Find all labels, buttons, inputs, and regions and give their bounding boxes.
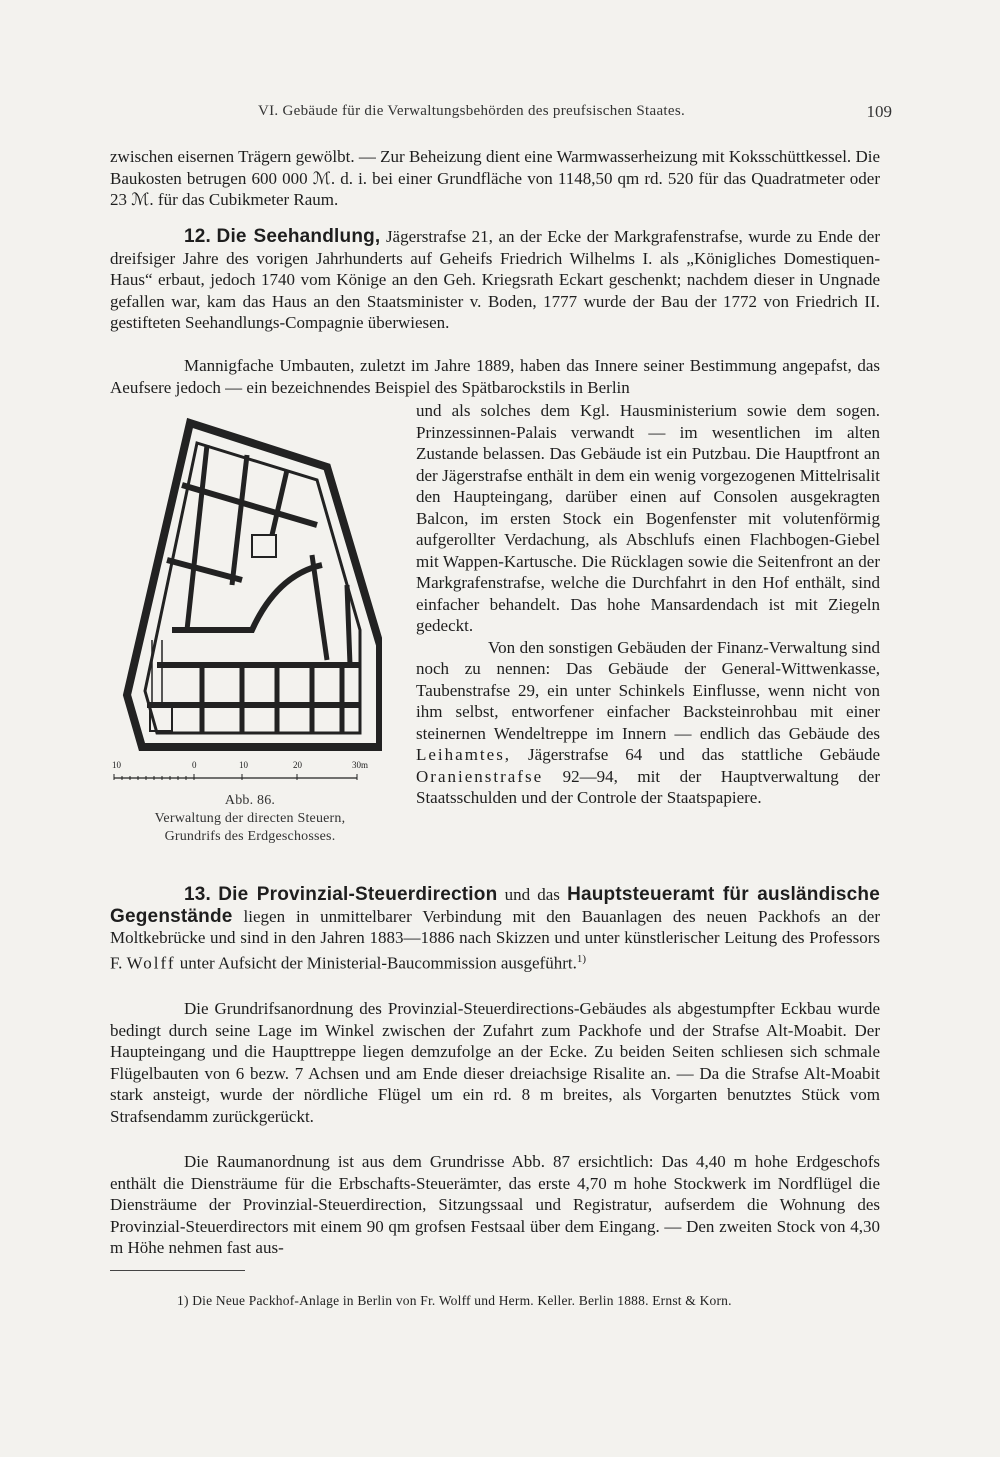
footnote-rule	[110, 1270, 245, 1271]
page-number: 109	[866, 102, 892, 121]
section-13-paragraph-2	[110, 998, 880, 1127]
section-13-paragraph-3	[110, 1151, 880, 1259]
section-number: 12.	[184, 226, 212, 247]
paragraph-text: Die Raumanordnung ist aus dem Grundrisse Abb. 87 ersichtlich: Das 4,40 m hohe Erdgeschofs enthält die Diensträume für die Erbschafts-Steuerämter, das erste 4,70 m hohe Stockwerk im Nordflügel die Diensträume der Provinzial-Steuerdirection, Sitzungssaal und Registratur, aufserdem die Wohnung des Provinzial-Steuerdirectors mit einem 90 qm grofsen Festsaal über dem Eingang. — Den zweiten Stock von 4,30 m Höhe nehmen fast aus-	[110, 1152, 880, 1257]
paragraph-continuation	[110, 146, 880, 211]
text-run: Jägerstrafse 64 und das stattliche Gebäude	[528, 745, 881, 764]
text-run: Von den sonstigen Gebäuden der Finanz-Verwaltung sind noch zu nennen: Das Gebäude der General-Wittwenkasse, Taubenstrafse 29, ein unter Schinkels Einflusse, wenn nicht von ihm selbst, entworfener einfacher Backsteinrohbau mit einer steinernen Wendeltreppe im Innern — endlich das Gebäude des	[416, 637, 880, 743]
text-column-beside-figure	[416, 400, 880, 809]
section-text: liegen in unmittelbarer Verbindung mit den Bauanlagen des neuen Packhofs an der Moltkebrücke und sind in den Jahren 1883—1886 nach Skizzen und unter künstlerischer Leitung des Professors F.	[110, 906, 881, 973]
scale-label: 20	[293, 760, 302, 770]
scale-label: 0	[192, 760, 197, 770]
caption-line: Verwaltung der directen Steuern,	[154, 811, 346, 826]
scale-label: 10	[112, 760, 121, 770]
paragraph-text: Die Grundrifsanordnung des Provinzial-Steuerdirections-Gebäudes als abgestumpfter Eckbau wurde bedingt durch seine Lage im Winkel zwischen der Zufahrt zum Packhofe und der Strafse Alt-Moabit. Der Haupteingang und die Haupttreppe liegen demzufolge an der Ecke. Zu beiden Seiten schliesen sich schmale Flügelbauten von 6 bezw. 7 Achsen und am Ende dieser dreiachsige Risalite an. — Da die Strafse Alt-Moabit stark ansteigt, wurde der nördliche Flügel um ein rd. 8 m breites, als Vorgarten benutztes Stück vom Strafsendamm zurückgerückt.	[110, 999, 880, 1126]
caption-line: Grundrifs des Erdgeschosses.	[164, 829, 336, 844]
section-12-paragraph-2	[110, 355, 880, 398]
paragraph-text: und als solches dem Kgl. Hausministerium sowie dem sogen. Prinzessinnen-Palais verwandt — im wesentlichen im alten Zustande belassen. Das Gebäude ist ein Putzbau. Die Hauptfront an der Jägerstrafse enthält in dem ein wenig vorgezogenen Mittelrisalit den Haupteingang, darüber einen auf Consolen ausgekragten Balcon, im ersten Stock ein Bogenfenster mit volutenförmig aufgerollter Verdachung, als Abschlufs einen Flachbogen-Giebel mit Wappen-Kartusche. Die Rücklagen sowie die Seitenfront an der Markgrafenstrafse, welche die Durchfahrt in den Hof enthält, sind einfacher behandelt. Das hohe Mansardendach ist mit Ziegeln gedeckt.	[416, 401, 880, 635]
footnote-reference[interactable]: 1)	[576, 952, 587, 965]
text-run: 92—94, mit der Hauptverwaltung der Staatsschulden und der Controle der Staatspapiere.	[416, 766, 881, 807]
scale-label: 10	[239, 760, 248, 770]
floor-plan-figure	[112, 415, 382, 760]
section-heading: Die Provinzial-Steuerdirection	[218, 884, 498, 905]
scale-bar	[112, 762, 372, 788]
paragraph-text: Mannigfache Umbauten, zuletzt im Jahre 1889, haben das Innere seiner Bestimmung angepafst, das Aeufsere jedoch — ein bezeichnendes Beispiel des Spätbarockstils in Berlin	[110, 356, 880, 397]
section-12	[110, 226, 880, 334]
section-text: unter Aufsicht der Ministerial-Baucommission ausgeführt.	[179, 953, 577, 973]
section-heading: Hauptsteueramt für ausländische Gegenstände	[110, 884, 880, 927]
section-heading: Die Seehandlung,	[216, 226, 381, 247]
staircase-1	[252, 535, 276, 557]
paragraph-text: zwischen eisernen Trägern gewölbt. — Zur Beheizung dient eine Warmwasserheizung mit Koksschüttkessel. Die Baukosten betrugen 600 000 ℳ. d. i. bei einer Grundfläche von 1148,50 qm rd. 520 für das Quadratmeter oder 23 ℳ. für das Cubikmeter Raum.	[110, 147, 880, 209]
caption-title: Abb. 86.	[224, 793, 276, 808]
spaced-name: Oranienstrafse	[416, 766, 544, 786]
section-13	[110, 884, 880, 974]
figure-caption	[110, 792, 390, 846]
footnote: 1) Die Neue Packhof-Anlage in Berlin von Fr. Wolff und Herm. Keller. Berlin 1888. Ernst & Korn.	[177, 1293, 732, 1308]
running-title: VI. Gebäude für die Verwaltungsbehörden des preufsischen Staates.	[258, 103, 686, 119]
heading-connector: und das	[504, 885, 560, 904]
section-text: Jägerstrafse 21, an der Ecke der Markgrafenstrafse, wurde zu Ende der dreifsiger Jahre des vorigen Jahrhunderts auf Geheifs Friedrich Wilhelms I. als „Königliches Domestiquen-Haus“ erbaut, jedoch 1740 vom Könige an den Geh. Kriegsrath Eckart geschenkt; nachdem dieser in Ungnade gefallen war, kam das Haus an den Staatsminister v. Boden, 1777 wurde der Bau der 1772 von Friedrich II. gestifteten Seehandlungs-Compagnie überwiesen.	[110, 227, 881, 332]
paragraph-other-buildings	[416, 637, 880, 809]
section-number: 13.	[184, 884, 212, 905]
spaced-name: Leihamtes,	[416, 745, 512, 764]
spaced-name: Wolff	[126, 953, 176, 973]
scale-label: 30m	[352, 760, 369, 770]
